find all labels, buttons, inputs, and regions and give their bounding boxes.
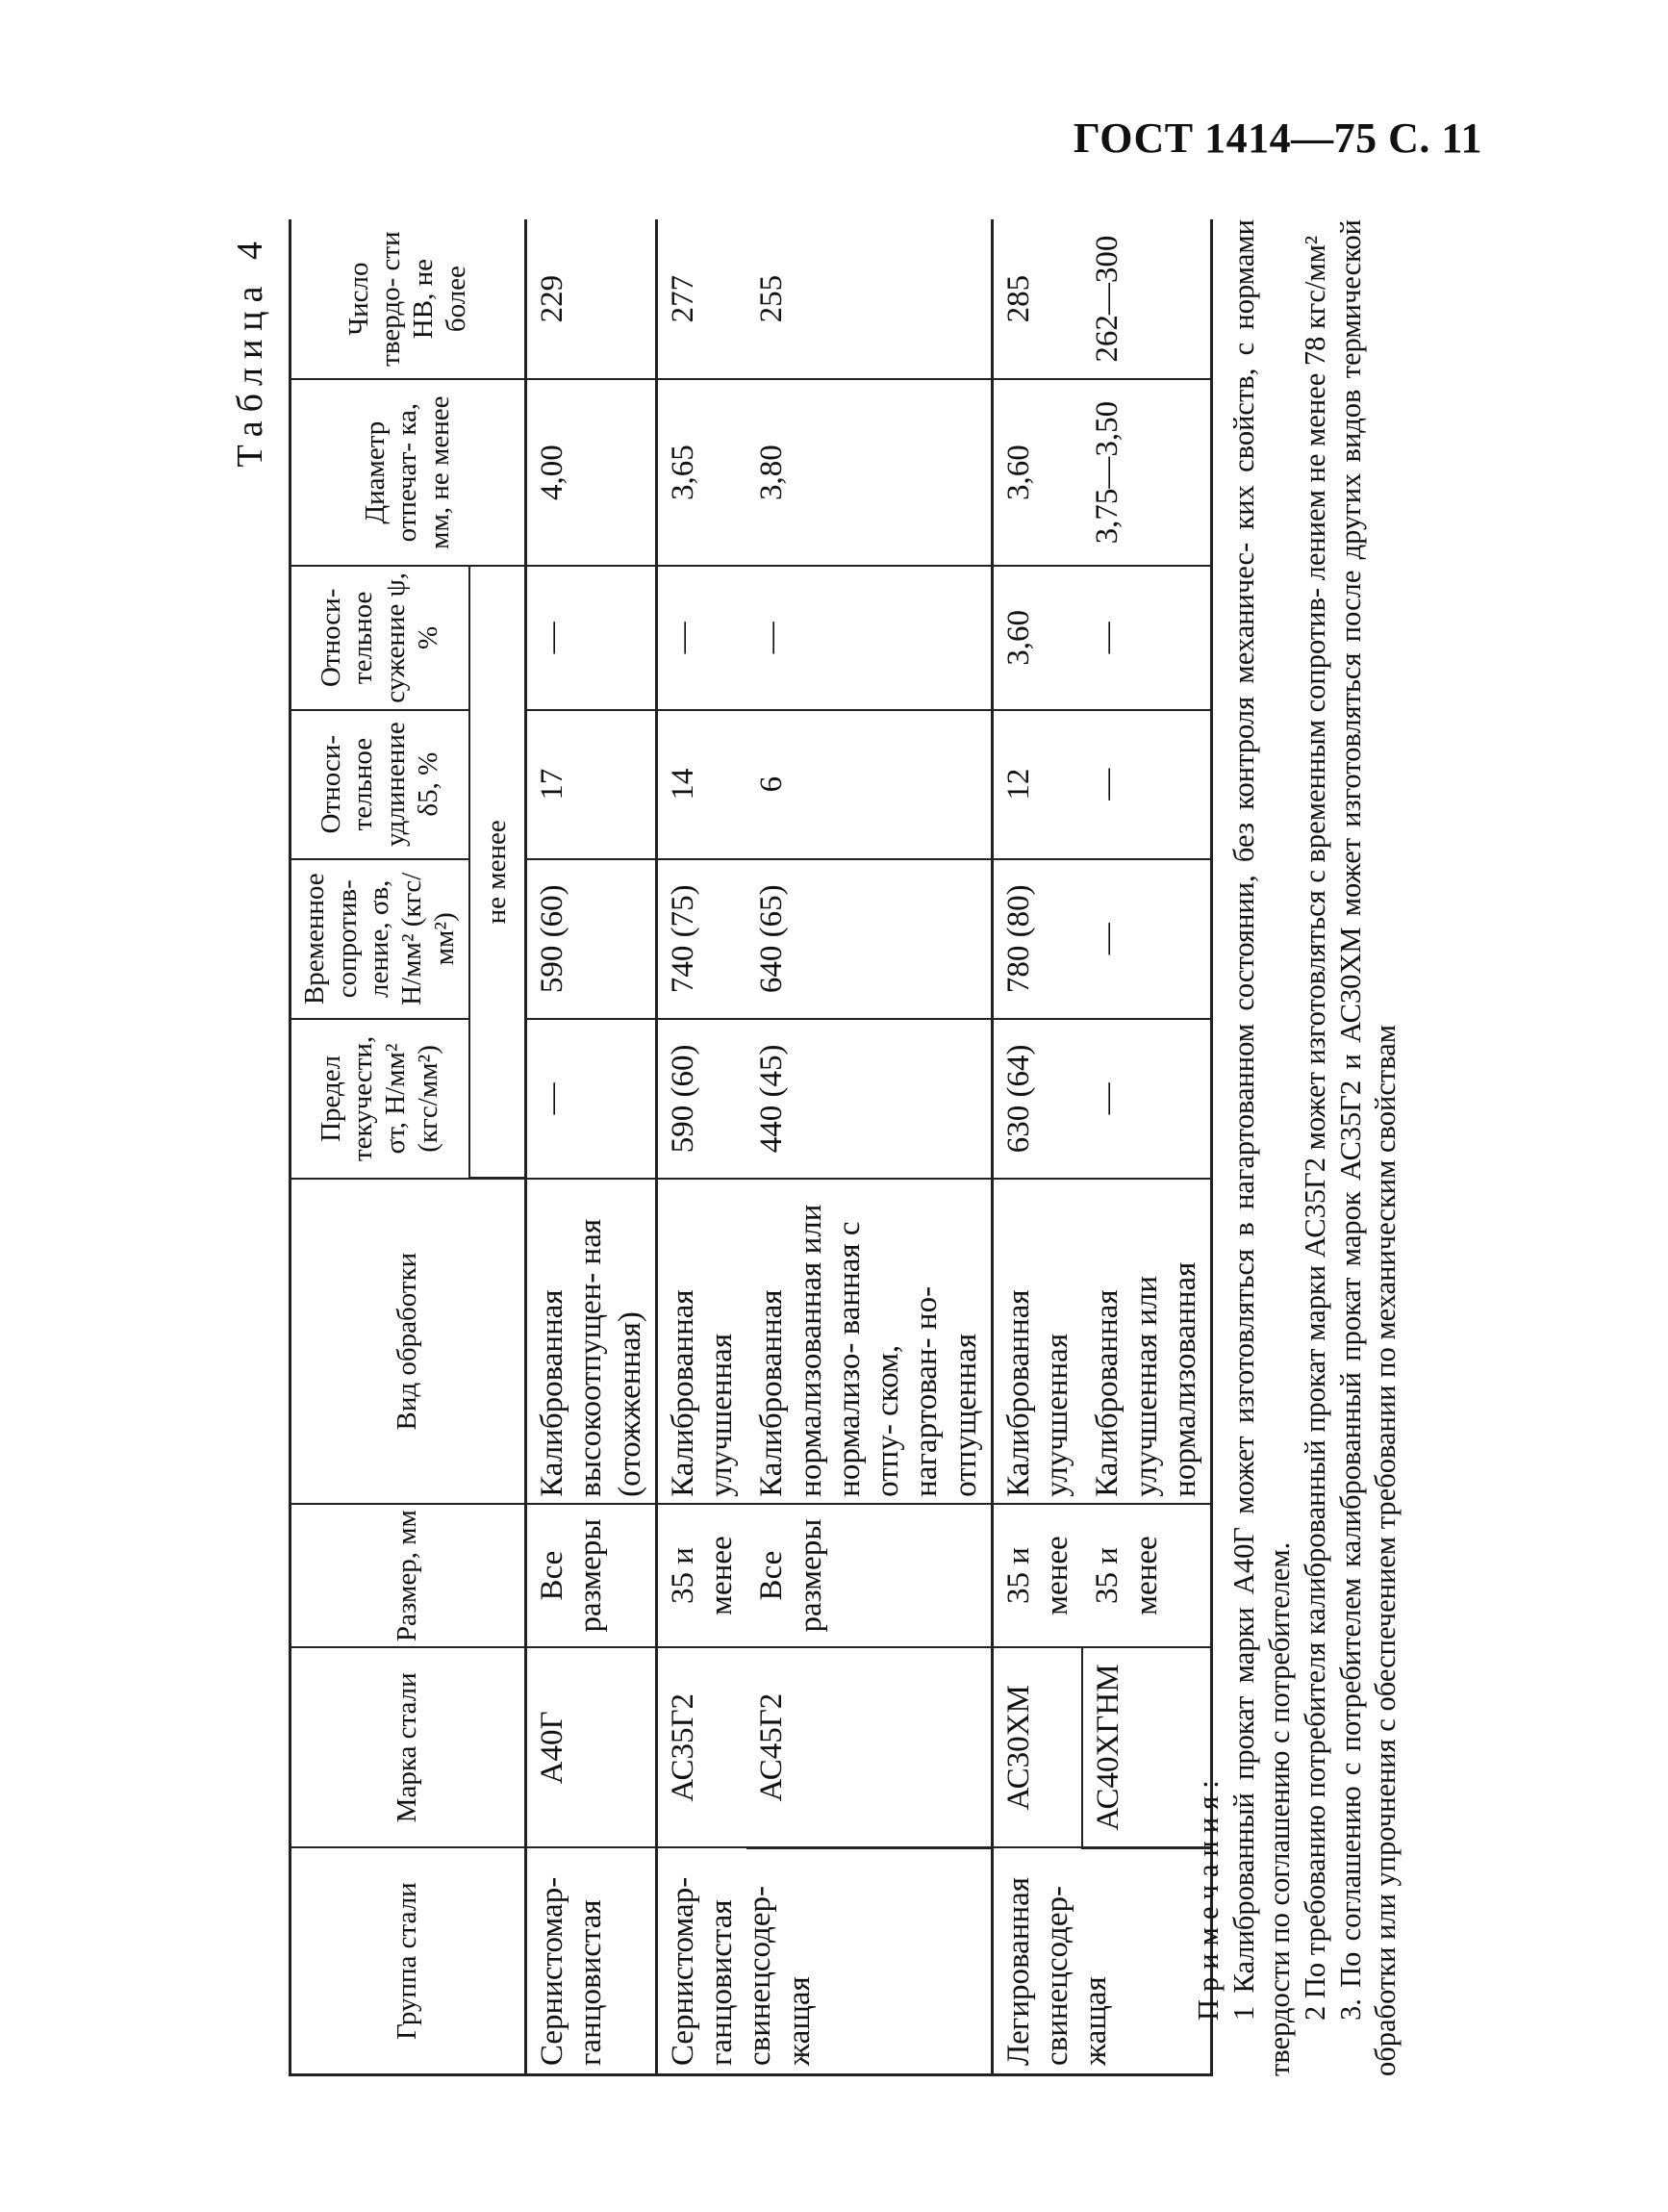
cell-yield: — — [1082, 1019, 1211, 1179]
cell-diameter: 4,00 — [526, 379, 657, 566]
cell-yield: 590 (60) — [656, 1019, 746, 1179]
header-tensile: Временное сопротив- ление, σв, Н/мм² (кгс/мм²) — [291, 859, 470, 1019]
cell-grade: АС40ХГНМ — [1082, 1647, 1211, 1847]
header-hardness: Число твердо- сти НВ, не более — [291, 219, 526, 379]
cell-yield: — — [526, 1019, 657, 1179]
rotated-page-content — [219, 206, 1566, 2076]
cell-diameter: 3,80 — [746, 379, 992, 566]
cell-tensile: 640 (65) — [746, 859, 992, 1019]
cell-narrowing: 3,60 — [992, 566, 1082, 710]
cell-size: 35 и менее — [1082, 1504, 1211, 1648]
cell-treatment: Калиброванная улучшенная — [992, 1179, 1082, 1504]
header-treatment: Вид обработки — [291, 1179, 526, 1504]
header-size: Размер, мм — [291, 1504, 526, 1648]
cell-hardness: 255 — [746, 219, 992, 379]
cell-treatment-text: нормализованная или нормализо- ванная с отпу- ском, нагартован- но-отпущенная — [793, 1204, 983, 1497]
cell-grade: А40Г — [526, 1647, 657, 1847]
cell-treatment-prefix: Калиброванная — [754, 1289, 790, 1497]
cell-treatment — [746, 1179, 992, 1504]
cell-grade: АС45Г2 — [746, 1647, 992, 1847]
cell-size: Все размеры — [526, 1504, 657, 1648]
cell-narrowing: — — [526, 566, 657, 710]
header-grade: Марка стали — [291, 1647, 526, 1847]
cell-grade: АС30ХМ — [992, 1647, 1082, 1847]
cell-hardness: 229 — [526, 219, 657, 379]
page-header: ГОСТ 1414—75 С. 11 — [1073, 114, 1482, 162]
header-narrowing: Относи- тельное сужение ψ, % — [291, 566, 470, 710]
cell-treatment: Калиброванная улучшенная — [656, 1179, 746, 1504]
cell-hardness: 277 — [656, 219, 746, 379]
cell-size: Все размеры — [746, 1504, 992, 1648]
cell-elongation: 14 — [656, 710, 746, 859]
header-elongation: Относи- тельное удлинение δ5, % — [291, 710, 470, 859]
header-yield: Предел текучести, σт, Н/мм² (кгс/мм²) — [291, 1019, 470, 1179]
cell-tensile: — — [1082, 859, 1211, 1019]
cell-elongation: — — [1082, 710, 1211, 859]
table-row — [656, 219, 746, 2075]
cell-elongation: 6 — [746, 710, 992, 859]
cell-narrowing: — — [746, 566, 992, 710]
header-not-less: не менее — [469, 566, 526, 1179]
cell-hardness: 262—300 — [1082, 219, 1211, 379]
cell-tensile: 590 (60) — [526, 859, 657, 1019]
table-row — [526, 219, 657, 2075]
cell-size: 35 и менее — [656, 1504, 746, 1648]
cell-diameter: 3,60 — [992, 379, 1082, 566]
notes-title: Примечания: — [1192, 1772, 1225, 2021]
cell-narrowing: — — [656, 566, 746, 710]
cell-elongation: 17 — [526, 710, 657, 859]
properties-table — [289, 219, 1213, 2076]
cell-tensile: 780 (80) — [992, 859, 1082, 1019]
cell-group: Сернистомар- ганцовистая свинецсодер- жащая — [656, 1847, 992, 2074]
cell-narrowing: — — [1082, 566, 1211, 710]
cell-diameter: 3,75—3,50 — [1082, 379, 1211, 566]
table-caption: Таблица 4 — [230, 233, 270, 468]
header-diameter: Диаметр отпечат- ка, мм, не менее — [291, 379, 526, 566]
table-notes — [1191, 219, 1403, 2076]
cell-group: Сернистомар- ганцовистая — [526, 1847, 657, 2074]
cell-hardness: 285 — [992, 219, 1082, 379]
cell-size: 35 и менее — [992, 1504, 1082, 1648]
header-group: Группа стали — [291, 1847, 526, 2074]
cell-group: Легированная свинецсодер- жащая — [992, 1847, 1211, 2074]
table-row — [992, 219, 1082, 2075]
cell-treatment: Калиброванная высокоотпущен- ная (отожженная) — [526, 1179, 657, 1504]
cell-diameter: 3,65 — [656, 379, 746, 566]
cell-grade: АС35Г2 — [656, 1647, 746, 1847]
note-1: 1 Калиброванный прокат марки А40Г может изготовляться в нагартованном состоянии, без контроля механичес- ких свойств, с нормами твердости по соглашению с потребителем. — [1226, 219, 1296, 2076]
cell-yield: 440 (45) — [746, 1019, 992, 1179]
cell-tensile: 740 (75) — [656, 859, 746, 1019]
cell-yield: 630 (64) — [992, 1019, 1082, 1179]
cell-elongation: 12 — [992, 710, 1082, 859]
note-3: 3. По соглашению с потребителем калиброванный прокат марок АС35Г2 и АС30ХМ может изготовляться после других видов термической обработки или упрочнения с обеспечением требовании по механическим свойствам — [1333, 219, 1403, 2076]
table-row — [746, 219, 992, 2075]
note-2: 2 По требованию потребителя калиброванный прокат марки АС35Г2 может изготовляться с временным сопротив- лением не менее 78 кгс/мм² — [1298, 235, 1331, 2021]
cell-treatment: Калиброванная улучшенная или нормализованная — [1082, 1179, 1211, 1504]
